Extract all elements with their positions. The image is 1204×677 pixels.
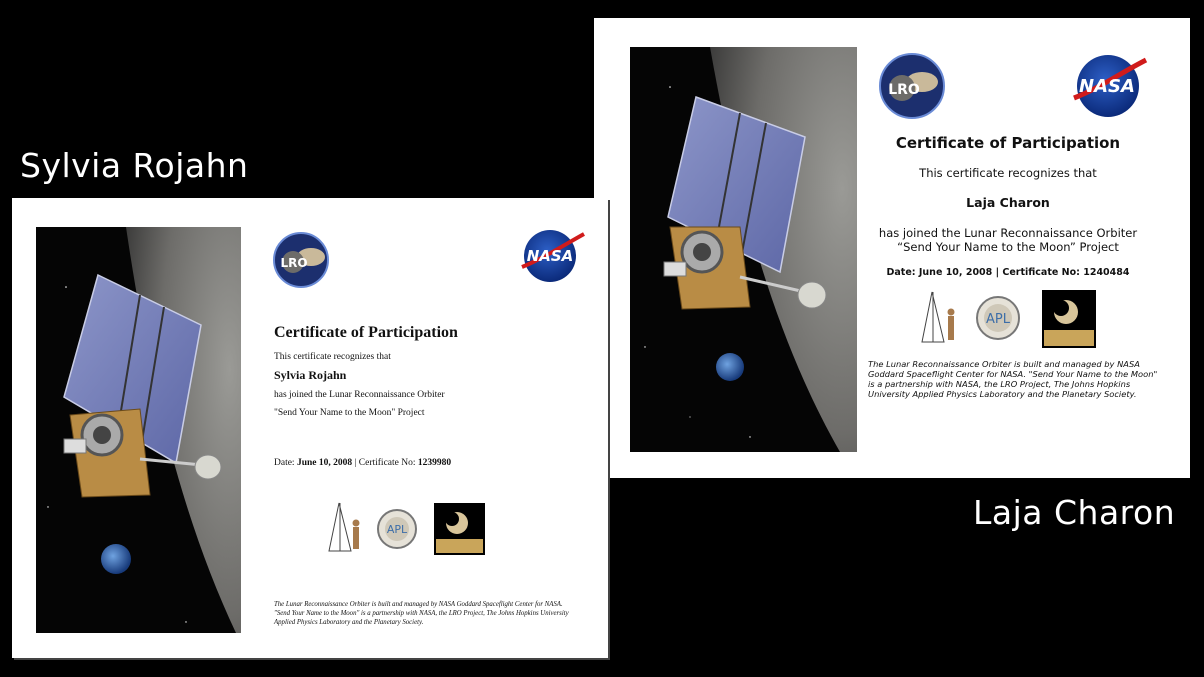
date-certificate-line bbox=[274, 458, 451, 468]
recognizes-line: This certificate recognizes that bbox=[274, 352, 391, 362]
planetary-society-logo bbox=[1042, 290, 1096, 348]
jhu-apl-sketch-icon bbox=[329, 503, 360, 551]
svg-text:APL: APL bbox=[986, 312, 1010, 327]
jhu-apl-sketch-icon bbox=[922, 292, 955, 342]
recognizes-line: This certificate recognizes that bbox=[919, 166, 1097, 180]
certificate-number: 1240484 bbox=[1083, 267, 1130, 278]
footer-note: The Lunar Reconnaissance Orbiter is built and managed by NASA Goddard Spaceflight Center for NASA. "Send Your Name to the Moon" is a partnership with NASA, the LRO Project, The Johns Hopkins University Applied Physics Laboratory and the Planetary Society. bbox=[274, 601, 569, 626]
orbiter-moon-image bbox=[36, 227, 241, 633]
date-label: Date: bbox=[274, 458, 295, 468]
certificate-number: 1239980 bbox=[417, 458, 452, 468]
certificate-laja-charon bbox=[594, 18, 1190, 478]
recipient-name: Laja Charon bbox=[966, 195, 1050, 210]
lro-logo-text: LRO bbox=[280, 256, 308, 270]
lro-logo-text: LRO bbox=[888, 82, 920, 98]
svg-text:APL: APL bbox=[386, 523, 408, 536]
footer-note: The Lunar Reconnaissance Orbiter is built and managed by NASA Goddard Spaceflight Center for NASA. "Send Your Name to the Moon" is a partnership with NASA, the LRO Project, The Johns Hopkins University Applied Physics Laboratory and the Planetary Society. bbox=[868, 359, 1158, 399]
nasa-logo-text: NASA bbox=[1079, 76, 1135, 97]
lro-mission-logo bbox=[878, 52, 946, 124]
partner-logos bbox=[918, 290, 1098, 352]
planetary-society-logo bbox=[434, 503, 485, 555]
caption-left-name: Sylvia Rojahn bbox=[20, 146, 249, 185]
partner-logos bbox=[325, 501, 487, 561]
certificate-sylvia-rojahn bbox=[12, 198, 608, 658]
caption-right-name: Laja Charon bbox=[973, 493, 1176, 532]
joined-line: has joined the Lunar Reconnaissance Orbiter bbox=[274, 390, 445, 400]
joined-line: has joined the Lunar Reconnaissance Orbiter bbox=[878, 226, 1138, 240]
certificate-label: | Certificate No: bbox=[352, 458, 416, 468]
orbiter-moon-image bbox=[630, 47, 857, 452]
certificate-title: Certificate of Participation bbox=[895, 134, 1121, 152]
project-line: "Send Your Name to the Moon" Project bbox=[274, 408, 425, 418]
date-value: June 10, 2008 bbox=[296, 458, 353, 468]
apl-seal-icon bbox=[977, 297, 1019, 339]
nasa-logo bbox=[520, 228, 586, 288]
nasa-logo bbox=[1070, 52, 1148, 122]
recipient-name: Sylvia Rojahn bbox=[274, 368, 347, 382]
apl-seal-icon bbox=[378, 510, 416, 548]
nasa-logo-text: NASA bbox=[526, 247, 574, 265]
certificate-title: Certificate of Participation bbox=[274, 324, 458, 341]
date-label: Date: June 10, 2008 | Certificate No: bbox=[886, 267, 1084, 278]
project-line: “Send Your Name to the Moon” Project bbox=[897, 240, 1119, 254]
date-certificate-line bbox=[858, 267, 1158, 278]
lro-mission-logo bbox=[271, 231, 333, 293]
